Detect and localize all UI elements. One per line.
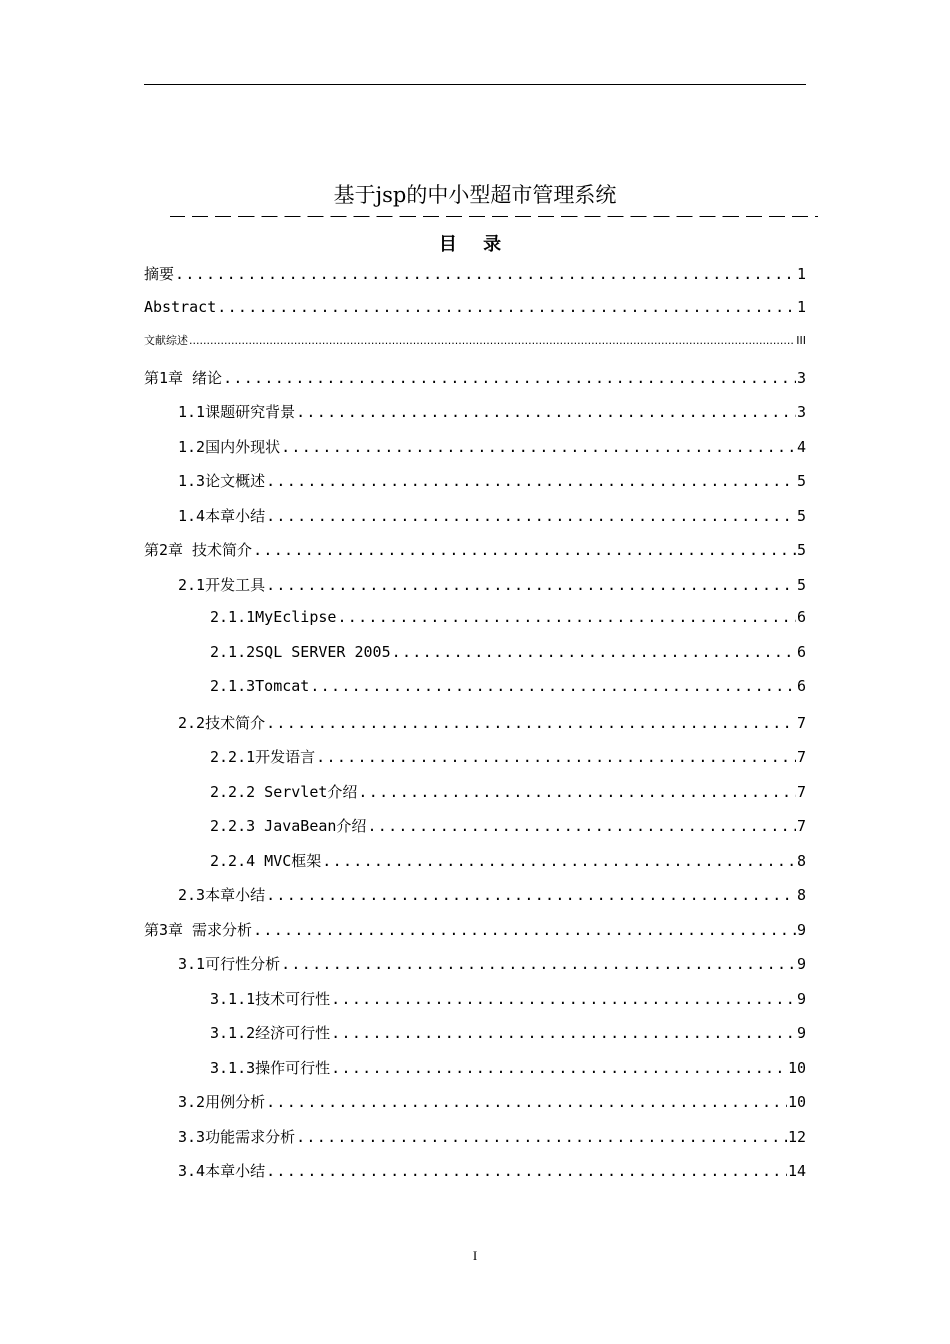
toc-entry-label: 2.1.1MyEclipse [210,608,337,626]
toc-entry-label: 1.2国内外现状 [178,437,281,456]
toc-dot-leader [316,748,796,766]
toc-dot-leader [331,990,796,1008]
toc-dot-leader [266,507,796,525]
toc-entry-label: 3.3功能需求分析 [178,1127,296,1146]
toc-entry-page: 8 [796,886,806,904]
toc-entry-label: 1.3论文概述 [178,472,266,490]
toc-entry-label: 2.2.3 JavaBean介绍 [210,817,367,835]
toc-dot-leader [266,714,796,732]
toc-entry-page: 5 [796,506,806,525]
toc-dot-leader [281,438,796,456]
toc-entry[interactable] [144,298,806,333]
toc-entry-page: 3 [796,368,806,387]
toc-entry[interactable] [144,1126,806,1161]
toc-entry-page: 12 [787,1127,806,1146]
toc-entry[interactable] [144,1057,806,1092]
toc-entry[interactable] [144,263,806,298]
toc-entry[interactable] [144,539,806,574]
table-of-contents [144,263,806,1195]
toc-entry[interactable] [144,470,806,505]
toc-dot-leader [358,783,796,801]
toc-dot-leader [337,608,796,626]
toc-entry[interactable] [144,367,806,402]
toc-entry[interactable] [144,1022,806,1057]
toc-entry-label: 第1章 绪论 [144,368,223,387]
toc-entry-label: 2.1开发工具 [178,575,266,594]
toc-dot-leader [223,369,796,387]
toc-entry[interactable] [144,608,806,643]
toc-entry[interactable] [144,884,806,919]
toc-dot-leader [310,677,796,695]
toc-entry-label: 3.1.3操作可行性 [210,1058,331,1077]
toc-entry-page: 5 [796,575,806,594]
toc-dot-leader [331,1059,787,1077]
toc-entry-page: 9 [796,955,806,973]
toc-entry-label: 1.1课题研究背景 [178,403,296,421]
toc-entry-page: 3 [796,403,806,421]
toc-entry-label: 3.1.1技术可行性 [210,989,331,1008]
toc-dot-leader [266,472,796,490]
toc-dot-leader [296,403,796,421]
toc-dot-leader [253,921,796,939]
toc-entry-label: 3.1可行性分析 [178,955,281,973]
toc-entry-page: 9 [796,920,806,939]
toc-entry-label: 2.2.1开发语言 [210,748,316,766]
toc-entry-label: 2.2.4 MVC框架 [210,851,322,870]
toc-dot-leader [266,576,796,594]
toc-dot-leader [266,886,796,904]
toc-dot-leader [266,1093,787,1111]
toc-dot-leader [217,298,796,316]
toc-entry-page: 1 [796,265,806,283]
toc-entry[interactable] [144,505,806,540]
document-title: 基于jsp的中小型超市管理系统 [333,183,617,207]
toc-entry[interactable] [144,850,806,885]
toc-heading: 目 录 [438,234,512,255]
toc-entry-label: 2.3本章小结 [178,886,266,904]
toc-entry[interactable] [144,953,806,988]
toc-entry-page: 1 [796,297,806,316]
toc-entry-label: 2.2.2 Servlet介绍 [210,782,358,801]
toc-entry[interactable] [144,1091,806,1126]
toc-entry-page: 14 [787,1162,806,1180]
toc-entry[interactable] [144,1160,806,1195]
toc-dot-leader [296,1128,787,1146]
toc-entry-page: 5 [796,541,806,559]
toc-dot-leader [253,541,796,559]
toc-entry-page: 7 [796,713,806,732]
toc-entry-page: 6 [796,642,806,661]
toc-entry-label: 1.4本章小结 [178,506,266,525]
toc-entry-label: Abstract [144,297,217,316]
toc-entry[interactable] [144,746,806,781]
toc-entry-label: 3.2用例分析 [178,1093,266,1111]
toc-entry-label: 文献综述 [144,334,188,347]
toc-entry-page: 8 [796,851,806,870]
toc-dot-leader [331,1024,796,1042]
toc-entry-page: 7 [796,748,806,766]
toc-entry-label: 3.4本章小结 [178,1162,266,1180]
toc-entry-page: 9 [796,989,806,1008]
title-dashed-rule [170,216,818,217]
toc-entry[interactable] [144,401,806,436]
toc-dot-leader [322,852,796,870]
toc-dot-leader [189,334,795,347]
toc-dot-leader [281,955,796,973]
toc-entry-page: 6 [796,677,806,695]
toc-entry[interactable] [144,332,806,367]
header-rule [144,84,806,85]
toc-entry[interactable] [144,919,806,954]
toc-entry-page: 7 [796,817,806,835]
toc-entry[interactable] [144,815,806,850]
toc-entry-page: 9 [796,1024,806,1042]
toc-entry-page: 5 [796,472,806,490]
toc-entry-label: 第2章 技术简介 [144,541,253,559]
toc-entry[interactable] [144,781,806,816]
toc-entry-label: 第3章 需求分析 [144,920,253,939]
toc-entry[interactable] [144,712,806,747]
toc-entry[interactable] [144,574,806,609]
toc-entry[interactable] [144,988,806,1023]
toc-dot-leader [266,1162,787,1180]
toc-dot-leader [175,265,796,283]
toc-entry[interactable] [144,677,806,712]
page-number: I [472,1248,478,1263]
toc-entry-label: 摘要 [144,265,175,283]
toc-entry-label: 2.1.3Tomcat [210,677,310,695]
toc-entry-page: 6 [796,608,806,626]
toc-entry[interactable] [144,436,806,471]
toc-entry-label: 2.1.2SQL SERVER 2005 [210,642,391,661]
toc-dot-leader [367,817,796,835]
toc-entry-page: 7 [796,782,806,801]
toc-entry-label: 3.1.2经济可行性 [210,1024,331,1042]
toc-entry[interactable] [144,643,806,678]
toc-entry-page: 10 [787,1058,806,1077]
toc-entry-page: 10 [787,1093,806,1111]
toc-entry-label: 2.2技术简介 [178,713,266,732]
toc-entry-page: III [796,334,806,347]
toc-dot-leader [392,643,796,661]
toc-entry-page: 4 [796,437,806,456]
